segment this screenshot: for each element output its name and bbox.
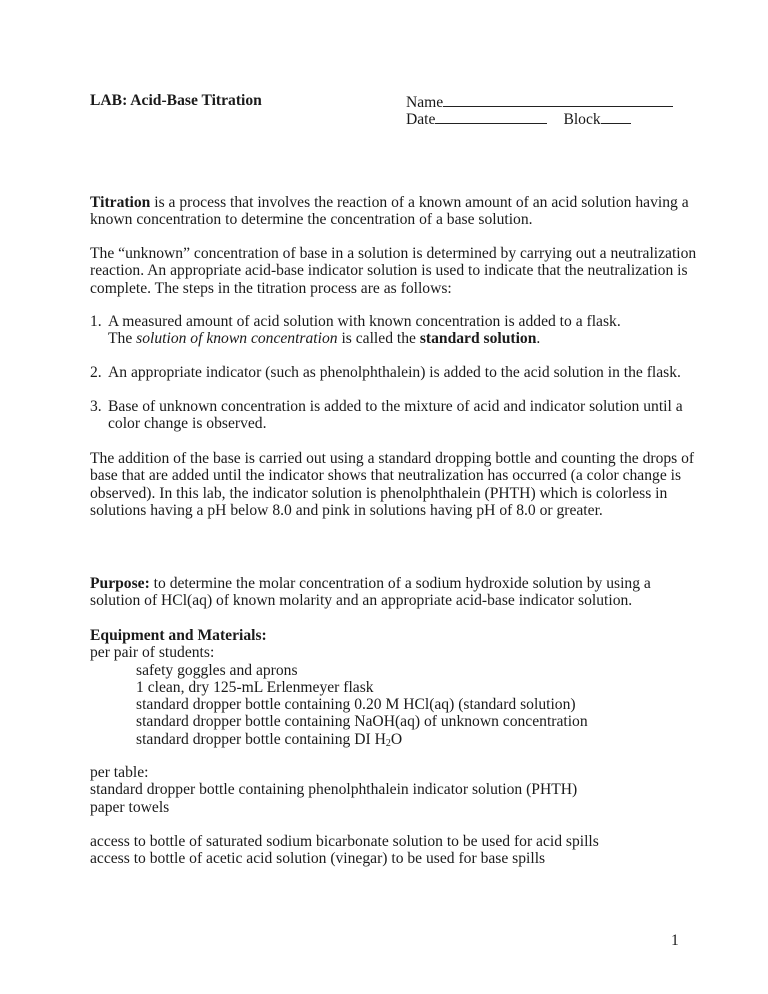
table-item: standard dropper bottle containing phenolphthalein indicator solution (PHTH) bbox=[90, 781, 578, 799]
name-blank-line[interactable] bbox=[443, 92, 673, 107]
access-item: access to bottle of acetic acid solution (vinegar) to be used for base spills bbox=[90, 850, 546, 868]
paragraph-line: base that are added until the indicator shows that neutralization has occurred (a color change is bbox=[90, 467, 682, 485]
bold-term: standard solution bbox=[419, 330, 537, 348]
equipment-item-water bbox=[90, 731, 690, 752]
step-number: 1. bbox=[90, 313, 102, 330]
step-text: A measured amount of acid solution with known concentration is added to a flask. bbox=[108, 313, 621, 330]
intro-text-line2: known concentration to determine the concentration of a base solution. bbox=[90, 211, 533, 229]
block-label: Block bbox=[563, 111, 601, 128]
paragraph-line: solutions having a pH below 8.0 and pink in solutions having pH of 8.0 or greater. bbox=[90, 501, 603, 519]
equipment-item-text: standard dropper bottle containing DI H bbox=[136, 730, 386, 748]
table-item: paper towels bbox=[90, 798, 170, 816]
equipment-item: 1 clean, dry 125-mL Erlenmeyer flask bbox=[136, 678, 374, 696]
name-label: Name bbox=[406, 94, 444, 111]
equipment-item: standard dropper bottle containing NaOH(aq) of unknown concentration bbox=[136, 713, 588, 731]
purpose-text-line2: solution of HCl(aq) of known molarity and an appropriate acid-base indicator solution. bbox=[90, 592, 633, 610]
step-text: The bbox=[108, 330, 137, 348]
paragraph-line: observed). In this lab, the indicator solution is phenolphthalein (PHTH) which is colorless in bbox=[90, 484, 668, 502]
date-blank-line[interactable] bbox=[435, 109, 547, 124]
page-number: 1 bbox=[671, 932, 679, 949]
per-pair-label: per pair of students: bbox=[90, 644, 215, 662]
titration-term: Titration bbox=[90, 194, 151, 211]
equipment-item: safety goggles and aprons bbox=[136, 661, 298, 679]
step-text: Base of unknown concentration is added to the mixture of acid and indicator solution until a bbox=[108, 398, 683, 415]
intro-text: is a process that involves the reaction of a known amount of an acid solution having a bbox=[150, 194, 689, 211]
equipment-section bbox=[90, 627, 690, 752]
date-label: Date bbox=[406, 111, 436, 128]
step-text: An appropriate indicator (such as phenolphthalein) is added to the acid solution in the flask. bbox=[108, 364, 681, 381]
paragraph-line: complete. The steps in the titration process are as follows: bbox=[90, 279, 452, 297]
step-1 bbox=[90, 313, 690, 348]
purpose-section bbox=[90, 575, 690, 610]
equipment-heading: Equipment and Materials: bbox=[90, 627, 267, 644]
spill-access-section bbox=[90, 833, 690, 868]
step-text: . bbox=[536, 330, 541, 348]
italic-term: solution of known concentration bbox=[136, 330, 338, 348]
step-3 bbox=[90, 398, 690, 433]
step-number: 3. bbox=[90, 398, 102, 415]
step-text: color change is observed. bbox=[108, 415, 267, 433]
purpose-text: to determine the molar concentration of a sodium hydroxide solution by using a bbox=[149, 575, 651, 592]
addition-paragraph bbox=[90, 450, 695, 519]
step-text: is called the bbox=[337, 330, 420, 348]
step-2 bbox=[90, 364, 690, 381]
per-table-label: per table: bbox=[90, 764, 149, 781]
paragraph-line: reaction. An appropriate acid-base indicator solution is used to indicate that the neutralization is bbox=[90, 262, 688, 280]
paragraph-line: The addition of the base is carried out using a standard dropping bottle and counting the drops of bbox=[90, 450, 695, 467]
per-table-section bbox=[90, 764, 690, 816]
date-block-fields bbox=[406, 109, 631, 128]
lab-title: LAB: Acid-Base Titration bbox=[90, 92, 262, 109]
access-item: access to bottle of saturated sodium bicarbonate solution to be used for acid spills bbox=[90, 833, 599, 850]
paragraph-line: The “unknown” concentration of base in a solution is determined by carrying out a neutralization bbox=[90, 245, 697, 262]
purpose-label: Purpose: bbox=[90, 575, 150, 592]
block-blank-line[interactable] bbox=[601, 109, 631, 124]
equipment-item: standard dropper bottle containing 0.20 M HCl(aq) (standard solution) bbox=[136, 696, 576, 714]
subscript: 2 bbox=[385, 737, 391, 749]
equipment-item-text: O bbox=[390, 730, 403, 748]
step-number: 2. bbox=[90, 364, 102, 381]
intro-paragraph bbox=[90, 194, 690, 229]
unknown-concentration-paragraph bbox=[90, 245, 697, 297]
